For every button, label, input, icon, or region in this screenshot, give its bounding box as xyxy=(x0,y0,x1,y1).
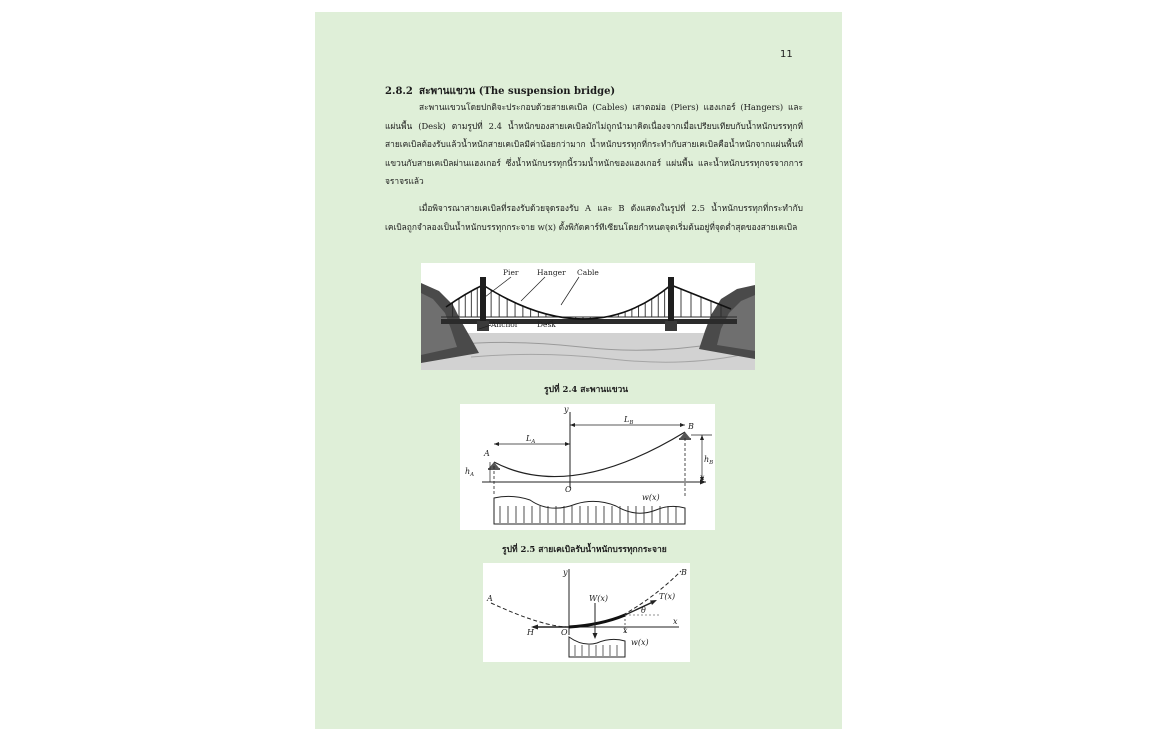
seg-tx-label: T(x) xyxy=(659,592,676,601)
ha-label: $h_A$ xyxy=(465,467,475,478)
seg-x-axis-label: x xyxy=(673,617,678,626)
section-number: 2.8.2 xyxy=(385,86,413,97)
paragraph-1: สะพานแขวนโดยปกติจะประกอบด้วยสายเคเบิล (Cables) เสาตอม่อ (Piers) แฮงเกอร์ (Hangers) และแผ่นพื้น (Desk) ตามรูปที่ 2.4 น้ำหนักของสายเคเบิลมักไม่ถูกนำมาคิดเนื่องจากเมื่อเปรียบเทียบกับน้ำหนักบรรทุกที่สายเคเบิลต้องรับแล้วน้ำหนักสายเคเบิลมีค่าน้อยกว่ามาก น้ำหนักบรรทุกที่กระทำกับสายเคเบิลคือน้ำหนักจากแผ่นพื้นที่แขวนกับสายเคเบิลผ่านแฮงเกอร์ ซึ่งน้ำหนักบรรทุกนี้รวมน้ำหนักของแฮงเกอร์ แผ่นพื้น และน้ำหนักบรรทุกจรจากการจราจรแล้ว xyxy=(385,102,803,186)
seg-wx-resultant-label: W(x) xyxy=(589,594,608,603)
desk-label: Desk xyxy=(537,320,556,329)
lb-label: $L_B$ xyxy=(624,415,634,426)
cable-segment-figure xyxy=(483,563,690,662)
seg-theta-label: θ xyxy=(641,606,646,615)
seg-y-label: y xyxy=(563,568,568,577)
paragraph-2: เมื่อพิจารณาสายเคเบิลที่รองรับด้วยจุดรองรับ A และ B ดังแสดงในรูปที่ 2.5 น้ำหนักบรรทุกที่กระทำกับเคเบิลถูกจำลองเป็นน้ำหนักบรรทุกกระจาย w(x) ตั้งพิกัดคาร์ทีเซียนโดยกำหนดจุดเริ่มต้นอยู่ที่จุดต่ำสุดของสายเคเบิล xyxy=(385,203,803,232)
seg-x-point-label: x xyxy=(623,626,628,635)
cable-distributed-load-figure xyxy=(460,404,715,530)
suspension-bridge-figure xyxy=(421,263,755,370)
figure-2-5-caption: รูปที่ 2.5 สายเคเบิลรับน้ำหนักบรรทุกกระจาย xyxy=(502,545,667,555)
figure-2-4-caption: รูปที่ 2.4 สะพานแขวน xyxy=(544,385,629,395)
anchor-label: Anchor xyxy=(491,320,519,329)
support-b-label: B xyxy=(688,422,694,431)
seg-h-label: H xyxy=(527,628,534,637)
section-heading xyxy=(385,84,615,99)
section-title: สะพานแขวน (The suspension bridge) xyxy=(419,86,616,97)
pier-label: Pier xyxy=(503,268,519,277)
hb-label: $h_B$ xyxy=(704,455,714,466)
hanger-label: Hanger xyxy=(537,268,566,277)
cable-label: Cable xyxy=(577,268,599,277)
wx-label: w(x) xyxy=(642,493,660,502)
seg-wx-label: w(x) xyxy=(631,638,649,647)
y-axis-label: y xyxy=(564,405,569,414)
document-page xyxy=(315,12,842,729)
seg-origin-label: O xyxy=(561,628,568,637)
page-number: 11 xyxy=(780,49,793,60)
la-label: $L_A$ xyxy=(526,434,536,445)
x-axis-label: x xyxy=(700,473,705,482)
support-a-label: A xyxy=(484,449,490,458)
origin-label: O xyxy=(565,485,572,494)
seg-b-label: B xyxy=(681,568,687,577)
seg-a-label: A xyxy=(487,594,493,603)
